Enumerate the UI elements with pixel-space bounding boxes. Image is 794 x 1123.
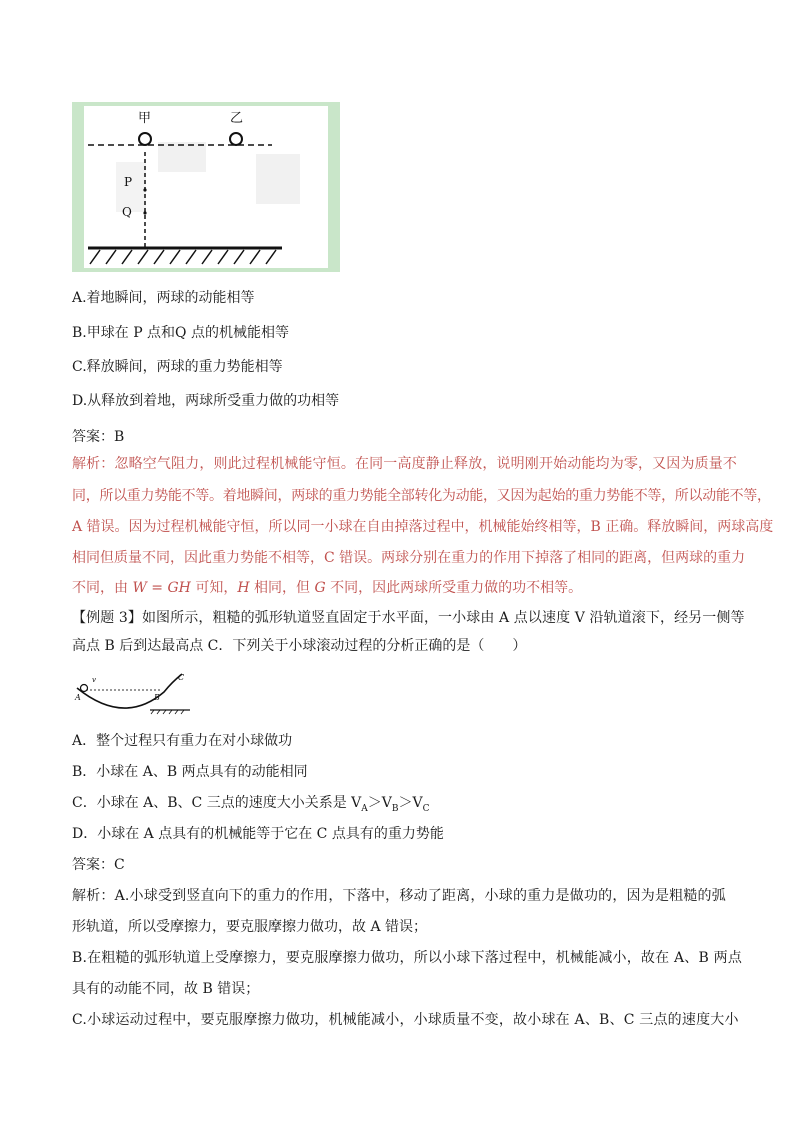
q2-option-c xyxy=(72,794,430,818)
q2-option-d: D．小球在 A 点具有的机械能等于它在 C 点具有的重力势能 xyxy=(72,826,444,842)
q1-option-a: A.着地瞬间，两球的动能相等 xyxy=(72,290,255,306)
point-q xyxy=(143,211,146,214)
q2-option-c-sub-a: A xyxy=(361,803,368,814)
q1-exp5-d: 不同，因此两球所受重力做的功不相等。 xyxy=(325,580,583,596)
q2-explanation-line-5: C.小球运动过程中，要克服摩擦力做功，机械能减小，小球质量不变，故小球在 A、B、C 三点的速度大小 xyxy=(72,1012,739,1028)
q1-exp5-formula: W = GH xyxy=(132,580,191,596)
ball-jia xyxy=(139,133,151,145)
label-c: C xyxy=(178,673,185,682)
q2-answer: 答案：C xyxy=(72,857,125,873)
blur-patch xyxy=(158,142,206,172)
ball-yi xyxy=(230,133,242,145)
q2-option-c-gt2: ＞V xyxy=(398,795,423,811)
q1-option-d: D.从释放到着地，两球所受重力做的功相等 xyxy=(72,393,340,409)
q1-explanation-line-2: 同，所以重力势能不等。着地瞬间，两球的重力势能全部转化为动能，又因为起始的重力势能不等，所以动能不等， xyxy=(72,488,771,504)
figure-arc-track xyxy=(74,668,192,718)
point-p xyxy=(143,188,146,191)
label-q: Q xyxy=(122,205,132,219)
label-a: A xyxy=(75,693,81,702)
q1-explanation-line-1: 解析：忽略空气阻力，则此过程机械能守恒。在同一高度静止释放，说明刚开始动能均为零，又因为质量不 xyxy=(72,456,738,472)
q1-exp5-g: G xyxy=(314,580,326,596)
q1-explanation-line-5 xyxy=(72,579,582,597)
figure-two-balls xyxy=(72,102,340,272)
q2-explanation-line-1: 解析：A.小球受到竖直向下的重力的作用，下落中，移动了距离，小球的重力是做功的，因为是粗糙的弧 xyxy=(72,888,726,904)
figure-arc-track-svg xyxy=(74,668,192,718)
q2-option-c-sub-b: B xyxy=(391,803,399,814)
q1-exp5-a: 不同，由 xyxy=(72,580,133,596)
q2-option-c-sub-c: C xyxy=(422,803,430,814)
label-v: v xyxy=(92,676,96,684)
label-yi: 乙 xyxy=(230,111,244,126)
q1-exp5-c: 相同，但 xyxy=(249,580,315,596)
label-b: B xyxy=(154,693,160,702)
blur-patch xyxy=(256,154,300,204)
ball-a xyxy=(81,685,88,692)
q1-explanation-line-3: A 错误。因为过程机械能守恒，所以同一小球在自由掉落过程中，机械能始终相等，B 正确。释放瞬间，两球高度 xyxy=(72,519,774,535)
q1-answer: 答案：B xyxy=(72,429,125,445)
q2-option-a: A．整个过程只有重力在对小球做功 xyxy=(72,733,293,749)
q1-explanation-line-4: 相同但质量不同，因此重力势能不相等，C 错误。两球分别在重力的作用下掉落了相同的距离，但两球的重力 xyxy=(72,550,746,566)
q2-stem-line-1: 【例题 3】如图所示，粗糙的弧形轨道竖直固定于水平面，一小球由 A 点以速度 V 沿轨道滚下，经另一侧等 xyxy=(72,610,745,626)
q1-exp5-h: H xyxy=(237,580,250,596)
q2-explanation-line-3: B.在粗糙的弧形轨道上受摩擦力，要克服摩擦力做功，所以小球下落过程中，机械能减小，故在 A、B 两点 xyxy=(72,950,743,966)
q2-explanation-line-2: 形轨道，所以受摩擦力，要克服摩擦力做功，故 A 错误； xyxy=(72,919,428,935)
q1-option-c: C.释放瞬间，两球的重力势能相等 xyxy=(72,359,283,375)
q1-exp5-b: 可知， xyxy=(190,580,238,596)
q2-option-c-text: C．小球在 A、B、C 三点的速度大小关系是 V xyxy=(72,795,362,811)
label-p: P xyxy=(124,175,133,189)
q2-option-c-gt1: ＞V xyxy=(367,795,392,811)
label-jia: 甲 xyxy=(138,111,152,126)
figure-two-balls-svg xyxy=(72,102,340,272)
q2-explanation-line-4: 具有的动能不同，故 B 错误； xyxy=(72,981,260,997)
q2-option-b: B．小球在 A、B 两点具有的动能相同 xyxy=(72,764,308,780)
q1-option-b: B.甲球在 P 点和Q 点的机械能相等 xyxy=(72,325,289,341)
q2-stem-line-2: 高点 B 后到达最高点 C．下列关于小球滚动过程的分析正确的是（ ） xyxy=(72,638,527,654)
